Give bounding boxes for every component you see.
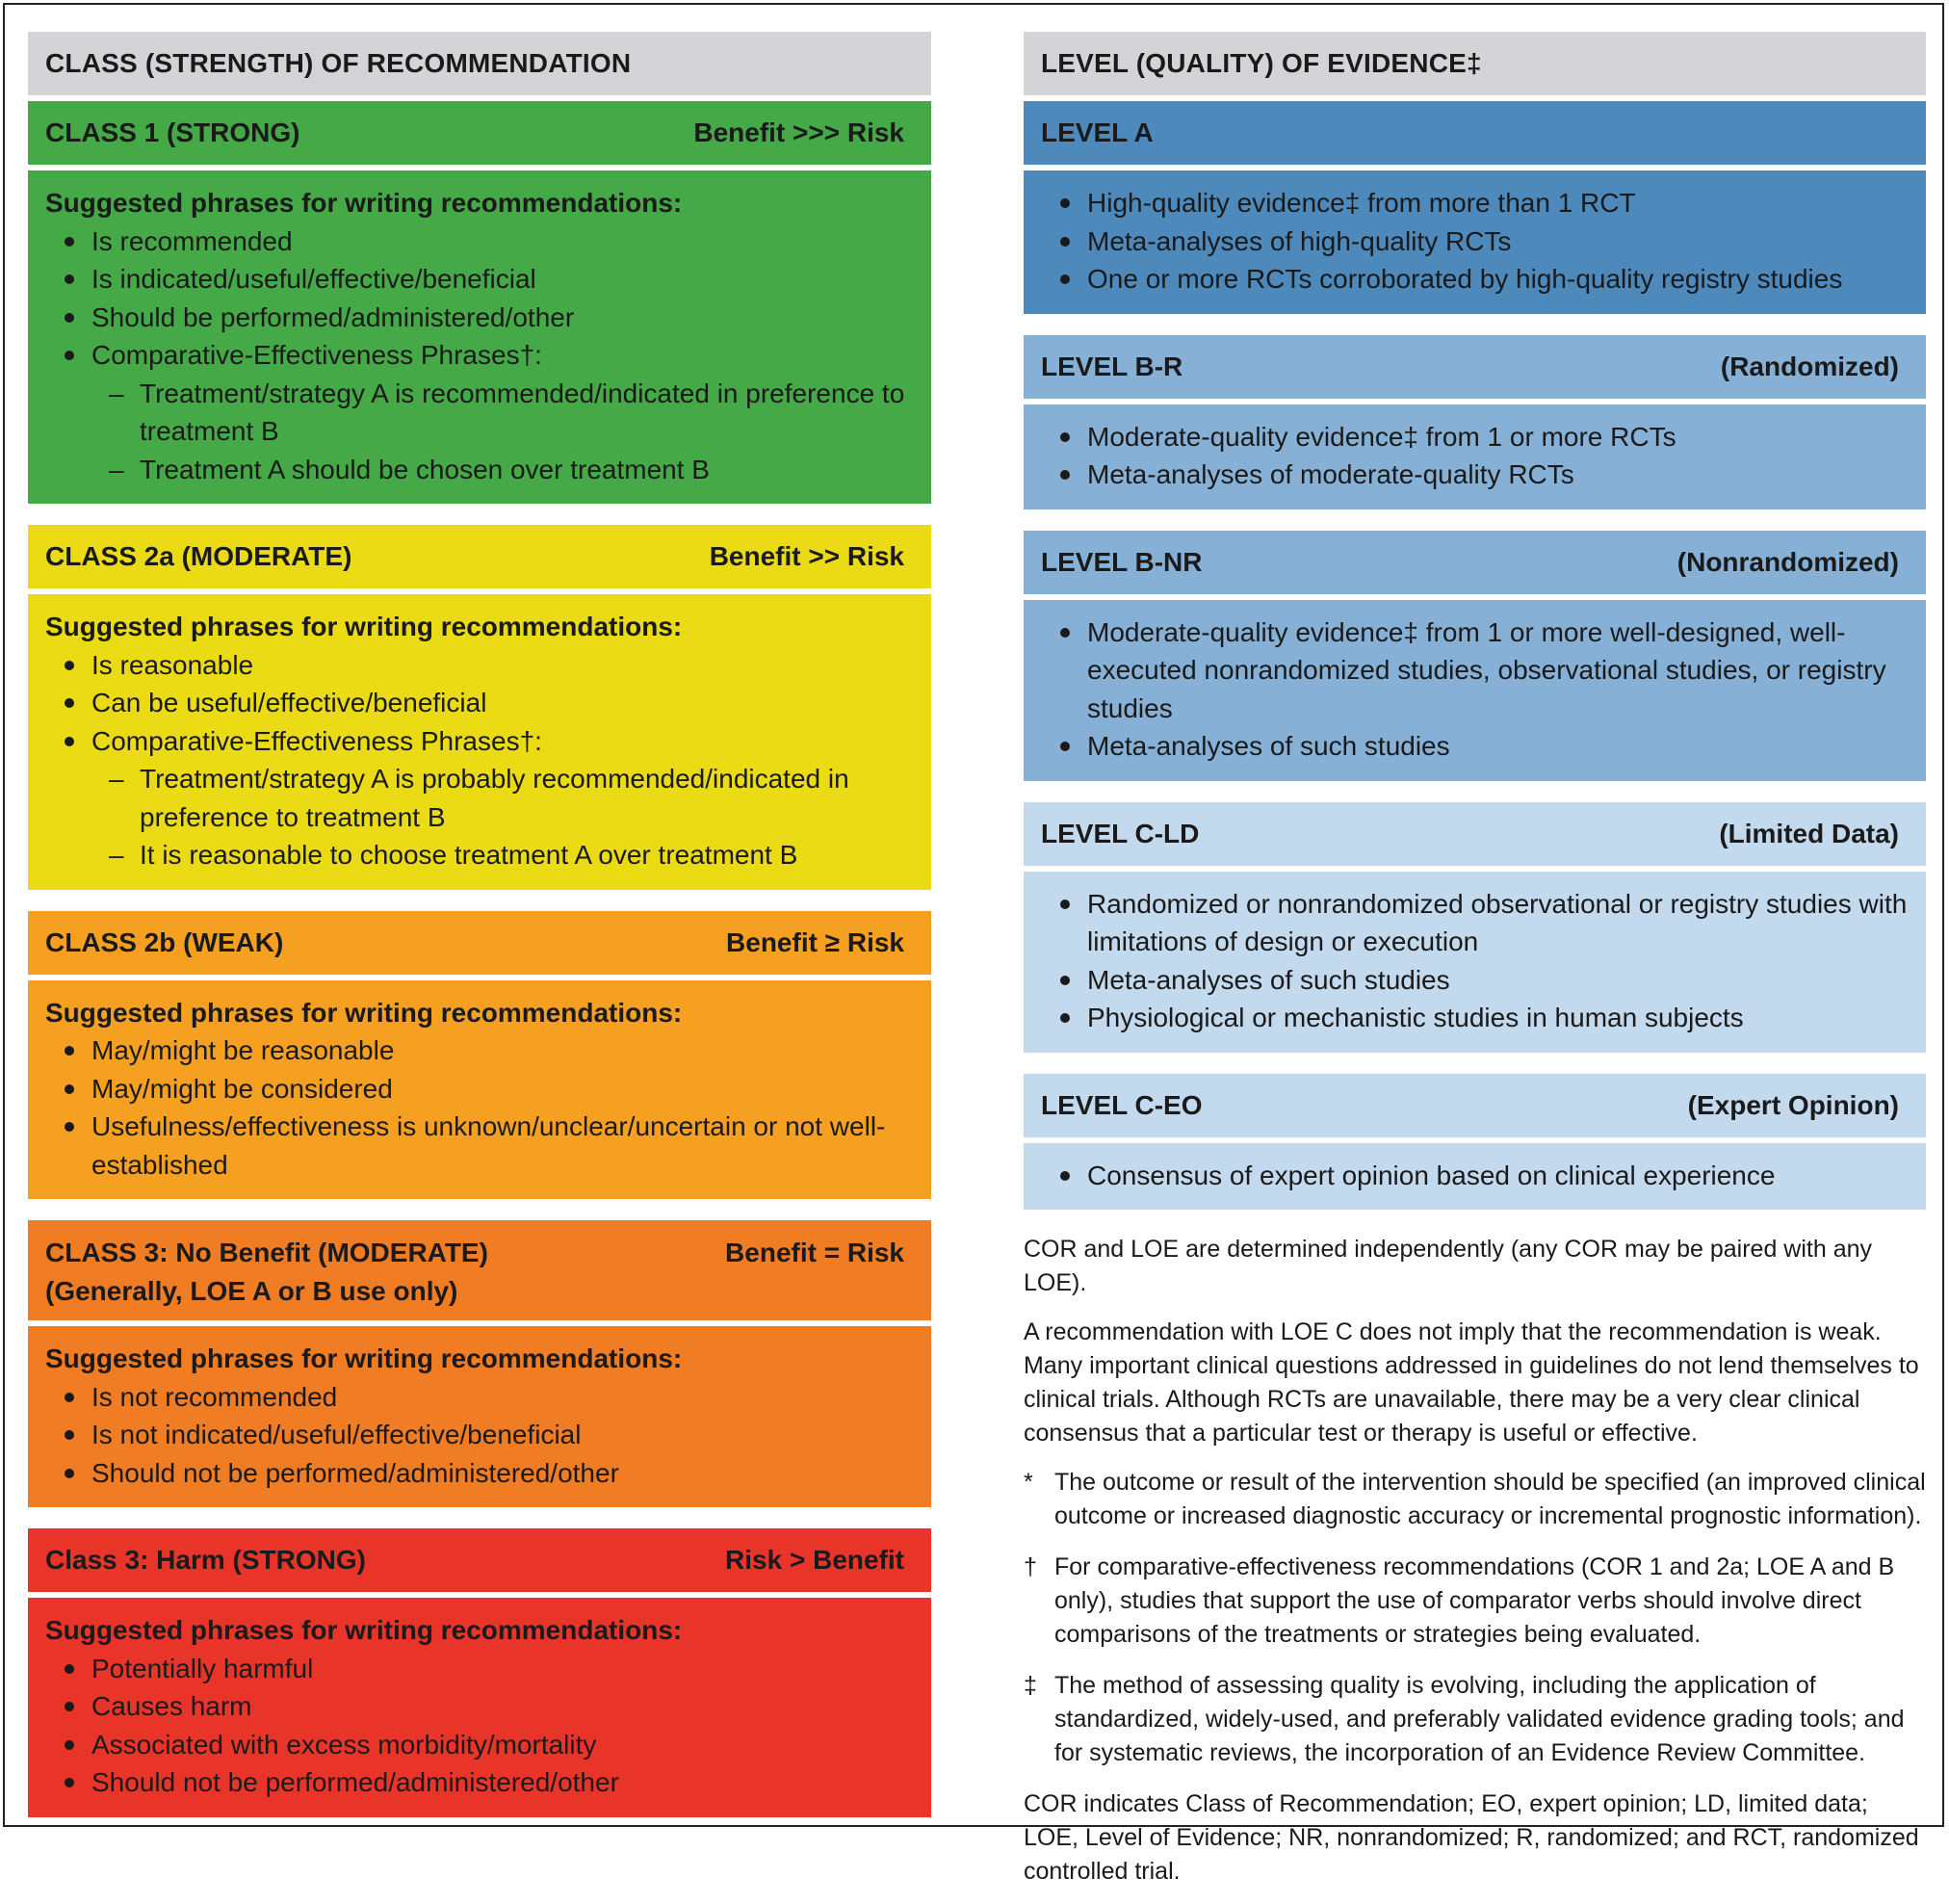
- level-b-r-header: [1024, 335, 1926, 399]
- class-name: CLASS 2b (WEAK): [45, 926, 284, 957]
- class-2a-header: [28, 525, 931, 588]
- class-2a-body: [28, 594, 931, 890]
- list-item: Comparative-Effectiveness Phrases†:: [45, 336, 914, 375]
- level-a-header: [1024, 101, 1926, 165]
- level-qualifier: (Limited Data): [1719, 818, 1899, 848]
- list-item: Moderate-quality evidence‡ from 1 or more well-designed, well-executed nonrandomized studies, observational studies, or registry studies: [1041, 613, 1909, 728]
- class-2b-header: [28, 911, 931, 975]
- list-item: One or more RCTs corroborated by high-quality registry studies: [1041, 260, 1909, 299]
- list-item: Meta-analyses of moderate-quality RCTs: [1041, 456, 1909, 494]
- class-name: CLASS 2a (MODERATE): [45, 541, 352, 571]
- level-c-eo-body: [1024, 1143, 1926, 1211]
- list-item: Meta-analyses of such studies: [1041, 961, 1909, 1000]
- level-b-nr-header: [1024, 531, 1926, 594]
- footnote: [1024, 1669, 1926, 1770]
- level-a-body: [1024, 170, 1926, 314]
- footnote-symbol: ‡: [1024, 1672, 1037, 1699]
- class-3-harm-body: [28, 1598, 931, 1817]
- footnote-text: The method of assessing quality is evolving, including the application of standardized, widely-used, and preferably validated evidence grading tools; and for systematic reviews, the incorporation of an Evidence Review Committee.: [1054, 1672, 1905, 1766]
- sub-list-item: – Treatment A should be chosen over treatment B: [45, 451, 914, 489]
- class-name: Class 3: Harm (STRONG): [45, 1545, 366, 1575]
- list-item: Should not be performed/administered/other: [45, 1763, 914, 1802]
- sub-list-item: – Treatment/strategy A is probably recommended/indicated in preference to treatment B: [45, 760, 914, 836]
- abbreviations: COR indicates Class of Recommendation; EO, expert opinion; LD, limited data; LOE, Level of Evidence; NR, nonrandomized; R, randomized; and RCT, randomized controlled trial.: [1024, 1790, 1919, 1885]
- class-ratio: Risk > Benefit: [725, 1545, 904, 1575]
- footnote-symbol: *: [1024, 1469, 1033, 1496]
- cor-column: [28, 32, 931, 1817]
- list-item: May/might be considered: [45, 1070, 914, 1108]
- notes: [1024, 1233, 1926, 1889]
- list-item: Is not recommended: [45, 1378, 914, 1417]
- figure-frame: [3, 3, 1944, 1885]
- footnote: [1024, 1551, 1926, 1652]
- class-name: CLASS 3: No Benefit (MODERATE): [45, 1238, 488, 1267]
- class-ratio: Benefit ≥ Risk: [726, 926, 904, 957]
- class-1-body: [28, 170, 931, 504]
- list-item: Moderate-quality evidence‡ from 1 or more RCTs: [1041, 418, 1909, 456]
- level-c-eo-header: [1024, 1074, 1926, 1137]
- list-item: Meta-analyses of high-quality RCTs: [1041, 222, 1909, 261]
- class-2b-body: [28, 980, 931, 1200]
- list-item: Is recommended: [45, 222, 914, 261]
- level-qualifier: (Expert Opinion): [1687, 1089, 1899, 1120]
- footnote-text: The outcome or result of the intervention should be specified (an improved clinical outcome or increased diagnostic accuracy or incremental prognostic information).: [1054, 1469, 1926, 1529]
- loe-title: LEVEL (QUALITY) OF EVIDENCE‡: [1024, 32, 1926, 95]
- level-b-r-body: [1024, 404, 1926, 509]
- level-qualifier: (Nonrandomized): [1676, 546, 1899, 577]
- loe-column: [1024, 32, 1926, 1904]
- class-3-no-benefit-body: [28, 1326, 931, 1507]
- list-item: Associated with excess morbidity/mortality: [45, 1726, 914, 1764]
- class-name: CLASS 1 (STRONG): [45, 117, 300, 147]
- list-item: Comparative-Effectiveness Phrases†:: [45, 722, 914, 761]
- level-c-ld-header: [1024, 802, 1926, 866]
- level-b-nr-body: [1024, 600, 1926, 781]
- list-item: Is reasonable: [45, 646, 914, 685]
- list-item: Is not indicated/useful/effective/beneficial: [45, 1416, 914, 1454]
- list-item: Potentially harmful: [45, 1650, 914, 1688]
- list-item: Causes harm: [45, 1687, 914, 1726]
- footnote: [1024, 1466, 1926, 1533]
- phrases-lead: Suggested phrases for writing recommendations:: [45, 612, 683, 641]
- note-independence: COR and LOE are determined independently (any COR may be paired with any LOE).: [1024, 1236, 1873, 1296]
- level-name: LEVEL A: [1041, 117, 1154, 147]
- note-loe-c: A recommendation with LOE C does not imply that the recommendation is weak. Many important clinical questions addressed in guidelines do not lend themselves to clinical trials. Although RCTs are unavailable, there may be a very clear clinical consensus that a particular test or therapy is useful or effective.: [1024, 1318, 1919, 1447]
- list-item: Can be useful/effective/beneficial: [45, 684, 914, 722]
- class-ratio: Benefit >> Risk: [709, 541, 904, 571]
- list-item: Usefulness/effectiveness is unknown/unclear/uncertain or not well-established: [45, 1108, 914, 1184]
- level-name: LEVEL B-R: [1041, 351, 1183, 381]
- sub-list-item: – Treatment/strategy A is recommended/indicated in preference to treatment B: [45, 375, 914, 451]
- sub-list-item: – It is reasonable to choose treatment A over treatment B: [45, 836, 914, 874]
- level-name: LEVEL C-EO: [1041, 1089, 1203, 1120]
- list-item: Consensus of expert opinion based on clinical experience: [1041, 1157, 1909, 1195]
- list-item: Meta-analyses of such studies: [1041, 727, 1909, 766]
- list-item: Should be performed/administered/other: [45, 299, 914, 337]
- class-name-line2: (Generally, LOE A or B use only): [45, 1276, 458, 1306]
- level-qualifier: (Randomized): [1720, 351, 1899, 381]
- level-c-ld-body: [1024, 872, 1926, 1053]
- level-name: LEVEL B-NR: [1041, 546, 1203, 577]
- phrases-lead: Suggested phrases for writing recommendations:: [45, 188, 683, 218]
- footnote-text: For comparative-effectiveness recommendations (COR 1 and 2a; LOE A and B only), studies that support the use of comparator verbs should involve direct comparisons of the treatments or strategies being evaluated.: [1054, 1553, 1895, 1648]
- list-item: Randomized or nonrandomized observational or registry studies with limitations of design or execution: [1041, 885, 1909, 961]
- level-name: LEVEL C-LD: [1041, 818, 1200, 848]
- class-1-header: [28, 101, 931, 165]
- class-3-no-benefit-header: [28, 1220, 931, 1320]
- class-3-harm-header: [28, 1528, 931, 1592]
- list-item: Physiological or mechanistic studies in human subjects: [1041, 999, 1909, 1037]
- footnote-symbol: †: [1024, 1553, 1037, 1580]
- list-item: Should not be performed/administered/other: [45, 1454, 914, 1493]
- class-ratio: Benefit = Risk: [725, 1238, 904, 1267]
- phrases-lead: Suggested phrases for writing recommendations:: [45, 997, 683, 1028]
- list-item: Is indicated/useful/effective/beneficial: [45, 260, 914, 299]
- list-item: High-quality evidence‡ from more than 1 RCT: [1041, 184, 1909, 222]
- phrases-lead: Suggested phrases for writing recommendations:: [45, 1615, 683, 1645]
- phrases-lead: Suggested phrases for writing recommendations:: [45, 1343, 683, 1373]
- cor-title: CLASS (STRENGTH) OF RECOMMENDATION: [28, 32, 931, 95]
- list-item: May/might be reasonable: [45, 1031, 914, 1070]
- class-ratio: Benefit >>> Risk: [693, 117, 904, 147]
